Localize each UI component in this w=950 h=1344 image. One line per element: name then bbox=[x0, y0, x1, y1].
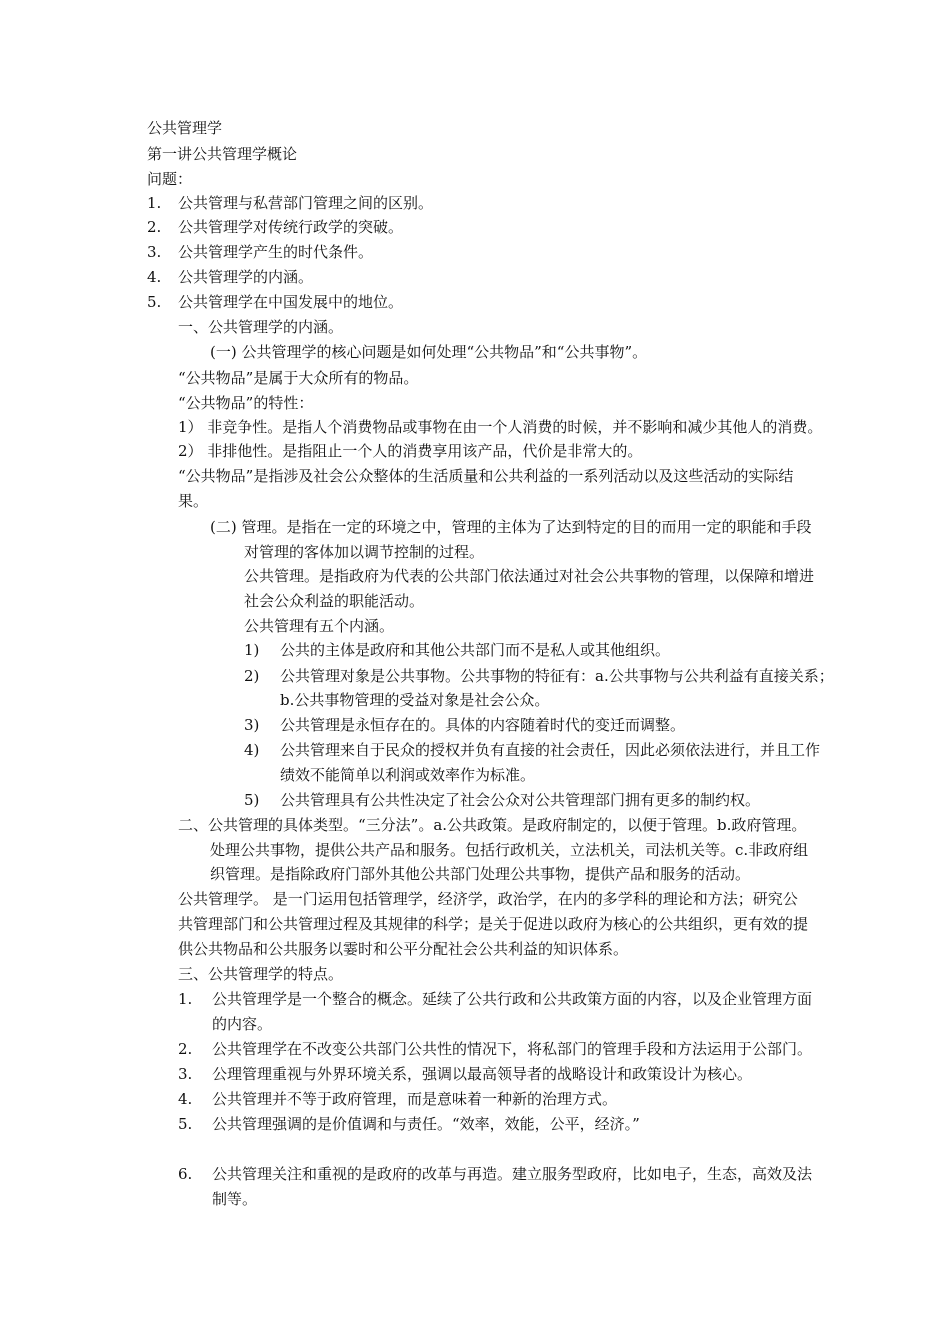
lecture-title: 第一讲公共管理学概论 bbox=[147, 145, 298, 163]
question-text: 公共管理学产生的时代条件。 bbox=[178, 243, 374, 261]
question-number: 2. bbox=[147, 218, 162, 236]
section-heading: 三、公共管理学的特点。 bbox=[178, 965, 344, 983]
document-title: 公共管理学 bbox=[147, 119, 223, 137]
list-item: 绩效不能简单以利润或效率作为标准。 bbox=[280, 766, 536, 784]
paragraph: 社会公众利益的职能活动。 bbox=[244, 592, 425, 610]
paragraph: 公共管理学。 是一门运用包括管理学，经济学，政治学，在内的多学科的理论和方法；研究公 bbox=[178, 890, 798, 908]
list-number: 1. bbox=[178, 990, 193, 1008]
paragraph: “公共物品”的特性： bbox=[178, 394, 314, 412]
section-heading: 一、公共管理学的内涵。 bbox=[178, 318, 344, 336]
list-item: 公共管理是永恒存在的。具体的内容随着时代的变迁而调整。 bbox=[280, 716, 686, 734]
question-text: 公共管理学对传统行政学的突破。 bbox=[178, 218, 404, 236]
paragraph: “公共物品”是指涉及社会公众整体的生活质量和公共利益的一系列活动以及这些活动的实际结 bbox=[178, 467, 794, 485]
question-text: 公共管理与私营部门管理之间的区别。 bbox=[178, 194, 434, 212]
subsection-1: (一) 公共管理学的核心问题是如何处理“公共物品”和“公共事物”。 bbox=[210, 343, 648, 361]
paragraph: 共管理部门和公共管理过程及其规律的科学；是关于促进以政府为核心的公共组织，更有效的提 bbox=[178, 915, 809, 933]
list-number: 4) bbox=[244, 741, 260, 759]
list-item: 公理管理重视与外界环境关系，强调以最高领导者的战略设计和政策设计为核心。 bbox=[212, 1065, 753, 1083]
list-item: 公共管理强调的是价值调和与责任。“效率，效能，公平，经济。” bbox=[212, 1115, 640, 1133]
section-heading: 二、公共管理的具体类型。“三分法”。a.公共政策。是政府制定的，以便于管理。b.政府管理。 bbox=[178, 816, 807, 834]
list-item: b.公共事物管理的受益对象是社会公众。 bbox=[280, 691, 550, 709]
subsection-2: 对管理的客体加以调节控制的过程。 bbox=[244, 543, 485, 561]
paragraph: 果。 bbox=[178, 492, 209, 510]
list-number: 5) bbox=[244, 791, 260, 809]
list-number: 4. bbox=[178, 1090, 193, 1108]
list-number: 3. bbox=[178, 1065, 193, 1083]
subsection-2: (二) 管理。是指在一定的环境之中，管理的主体为了达到特定的目的而用一定的职能和手段 bbox=[210, 518, 812, 536]
paragraph: 处理公共事物，提供公共产品和服务。包括行政机关，立法机关，司法机关等。c.非政府组 bbox=[210, 841, 809, 859]
paragraph: 公共管理。是指政府为代表的公共部门依法通过对社会公共事物的管理，以保障和增进 bbox=[244, 567, 815, 585]
question-text: 公共管理学在中国发展中的地位。 bbox=[178, 293, 404, 311]
list-number: 1) bbox=[244, 641, 260, 659]
list-item: 公共管理具有公共性决定了社会公众对公共管理部门拥有更多的制约权。 bbox=[280, 791, 761, 809]
paragraph: 供公共物品和公共服务以霎时和公平分配社会公共利益的知识体系。 bbox=[178, 940, 629, 958]
question-number: 3. bbox=[147, 243, 162, 261]
list-number: 2) bbox=[244, 667, 260, 685]
list-item: 制等。 bbox=[212, 1190, 258, 1208]
question-number: 4. bbox=[147, 268, 162, 286]
property-item: 1） 非竞争性。是指人个消费物品或事物在由一个人消费的时候，并不影响和减少其他人的消费。 bbox=[178, 418, 823, 436]
list-number: 5. bbox=[178, 1115, 193, 1133]
list-item: 的内容。 bbox=[212, 1015, 273, 1033]
questions-label: 问题： bbox=[147, 170, 193, 188]
list-item: 公共管理学在不改变公共部门公共性的情况下，将私部门的管理手段和方法运用于公部门。 bbox=[212, 1040, 813, 1058]
paragraph: 公共管理有五个内涵。 bbox=[244, 617, 395, 635]
question-text: 公共管理学的内涵。 bbox=[178, 268, 314, 286]
list-item: 公共的主体是政府和其他公共部门而不是私人或其他组织。 bbox=[280, 641, 671, 659]
list-item: 公共管理学是一个整合的概念。延续了公共行政和公共政策方面的内容，以及企业管理方面 bbox=[212, 990, 813, 1008]
question-number: 5. bbox=[147, 293, 162, 311]
list-number: 3) bbox=[244, 716, 260, 734]
list-item: 公共管理来自于民众的授权并负有直接的社会责任，因此必须依法进行，并且工作 bbox=[280, 741, 821, 759]
list-item: 公共管理对象是公共事物。公共事物的特征有：a.公共事物与公共利益有直接关系； bbox=[280, 667, 834, 685]
paragraph: 织管理。是指除政府门部外其他公共部门处理公共事物，提供产品和服务的活动。 bbox=[210, 865, 751, 883]
list-number: 6. bbox=[178, 1165, 193, 1183]
question-number: 1. bbox=[147, 194, 162, 212]
list-item: 公共管理并不等于政府管理，而是意味着一种新的治理方式。 bbox=[212, 1090, 618, 1108]
list-item: 公共管理关注和重视的是政府的改革与再造。建立服务型政府，比如电子，生态，高效及法 bbox=[212, 1165, 813, 1183]
property-item: 2） 非排他性。是指阻止一个人的消费享用该产品，代价是非常大的。 bbox=[178, 442, 643, 460]
list-number: 2. bbox=[178, 1040, 193, 1058]
paragraph: “公共物品”是属于大众所有的物品。 bbox=[178, 369, 419, 387]
